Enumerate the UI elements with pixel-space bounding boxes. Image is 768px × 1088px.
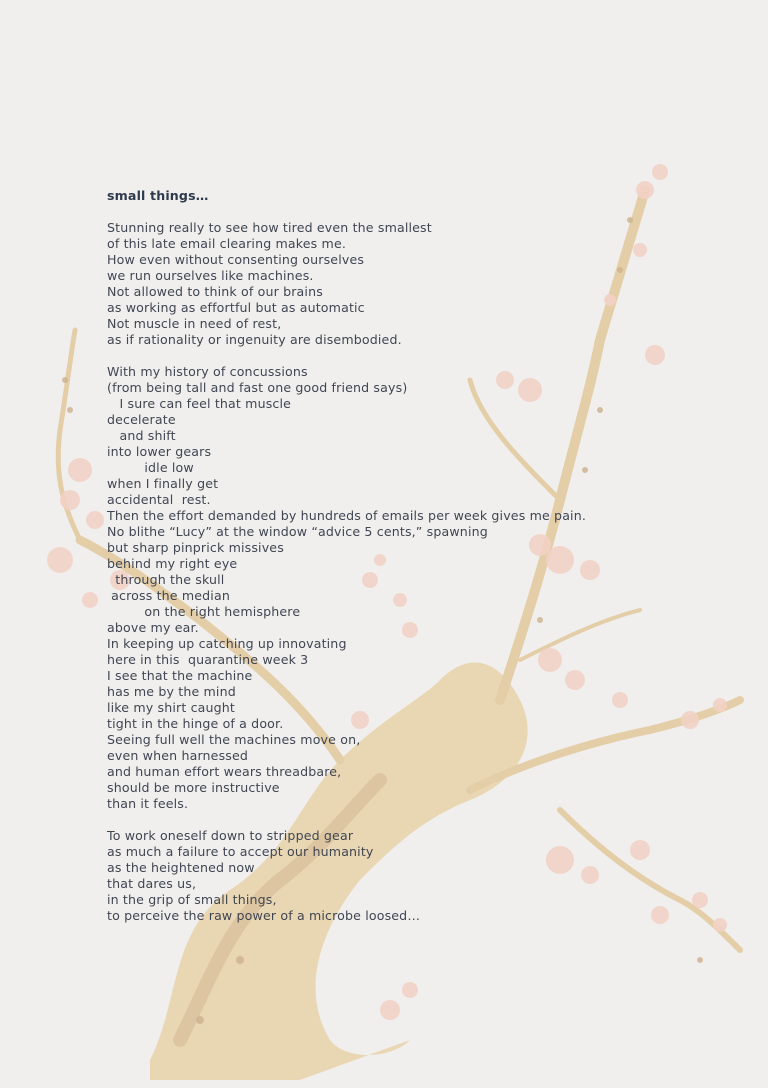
poem-line: and human effort wears threadbare, — [107, 764, 342, 779]
poem-line: Then the effort demanded by hundreds of emails per week gives me pain. — [107, 508, 586, 523]
poem-body — [107, 188, 586, 940]
poem-stanza — [107, 220, 586, 348]
poem-stanzas — [107, 220, 586, 924]
poem-line: through the skull — [107, 572, 225, 587]
poem-line: I sure can feel that muscle — [107, 396, 292, 411]
poem-line: that dares us, — [107, 876, 197, 891]
poem-line: tight in the hinge of a door. — [107, 716, 284, 731]
poem-line: than it feels. — [107, 796, 189, 811]
poem-line: across the median — [107, 588, 230, 603]
poem-line: here in this quarantine week 3 — [107, 652, 309, 667]
poem-line: To work oneself down to stripped gear — [107, 828, 354, 843]
poem-line: should be more instructive — [107, 780, 280, 795]
poem-line: of this late email clearing makes me. — [107, 236, 347, 251]
poem-line: With my history of concussions — [107, 364, 308, 379]
poem-line: in the grip of small things, — [107, 892, 277, 907]
poem-line: when I finally get — [107, 476, 219, 491]
poem-line: as the heightened now — [107, 860, 255, 875]
poem-line: behind my right eye — [107, 556, 238, 571]
poem-line: as working as effortful but as automatic — [107, 300, 365, 315]
poem-line: Stunning really to see how tired even the smallest — [107, 220, 432, 235]
poem-title: small things… — [107, 188, 209, 203]
poem-line: as much a failure to accept our humanity — [107, 844, 374, 859]
poem-line: like my shirt caught — [107, 700, 236, 715]
poem-line: has me by the mind — [107, 684, 236, 699]
poem-line: decelerate — [107, 412, 176, 427]
poem-line: to perceive the raw power of a microbe loosed… — [107, 908, 421, 923]
poem-line: idle low — [107, 460, 194, 475]
poem-line: I see that the machine — [107, 668, 253, 683]
poem-line: into lower gears — [107, 444, 212, 459]
poem-line: No blithe “Lucy” at the window “advice 5 cents,” spawning — [107, 524, 488, 539]
poem-line: as if rationality or ingenuity are disembodied. — [107, 332, 402, 347]
poem-line: How even without consenting ourselves — [107, 252, 365, 267]
poem-stanza — [107, 828, 586, 924]
poem-line: we run ourselves like machines. — [107, 268, 314, 283]
poem-stanza — [107, 364, 586, 812]
poem-line: Not muscle in need of rest, — [107, 316, 282, 331]
poem-line: and shift — [107, 428, 176, 443]
poem-line: Seeing full well the machines move on, — [107, 732, 361, 747]
poem-line: even when harnessed — [107, 748, 249, 763]
poem-line: on the right hemisphere — [107, 604, 301, 619]
poem-line: Not allowed to think of our brains — [107, 284, 323, 299]
poem-line: accidental rest. — [107, 492, 211, 507]
poem-line: (from being tall and fast one good friend says) — [107, 380, 408, 395]
poem-line: In keeping up catching up innovating — [107, 636, 347, 651]
poem-line: but sharp pinprick missives — [107, 540, 284, 555]
poem-line: above my ear. — [107, 620, 199, 635]
